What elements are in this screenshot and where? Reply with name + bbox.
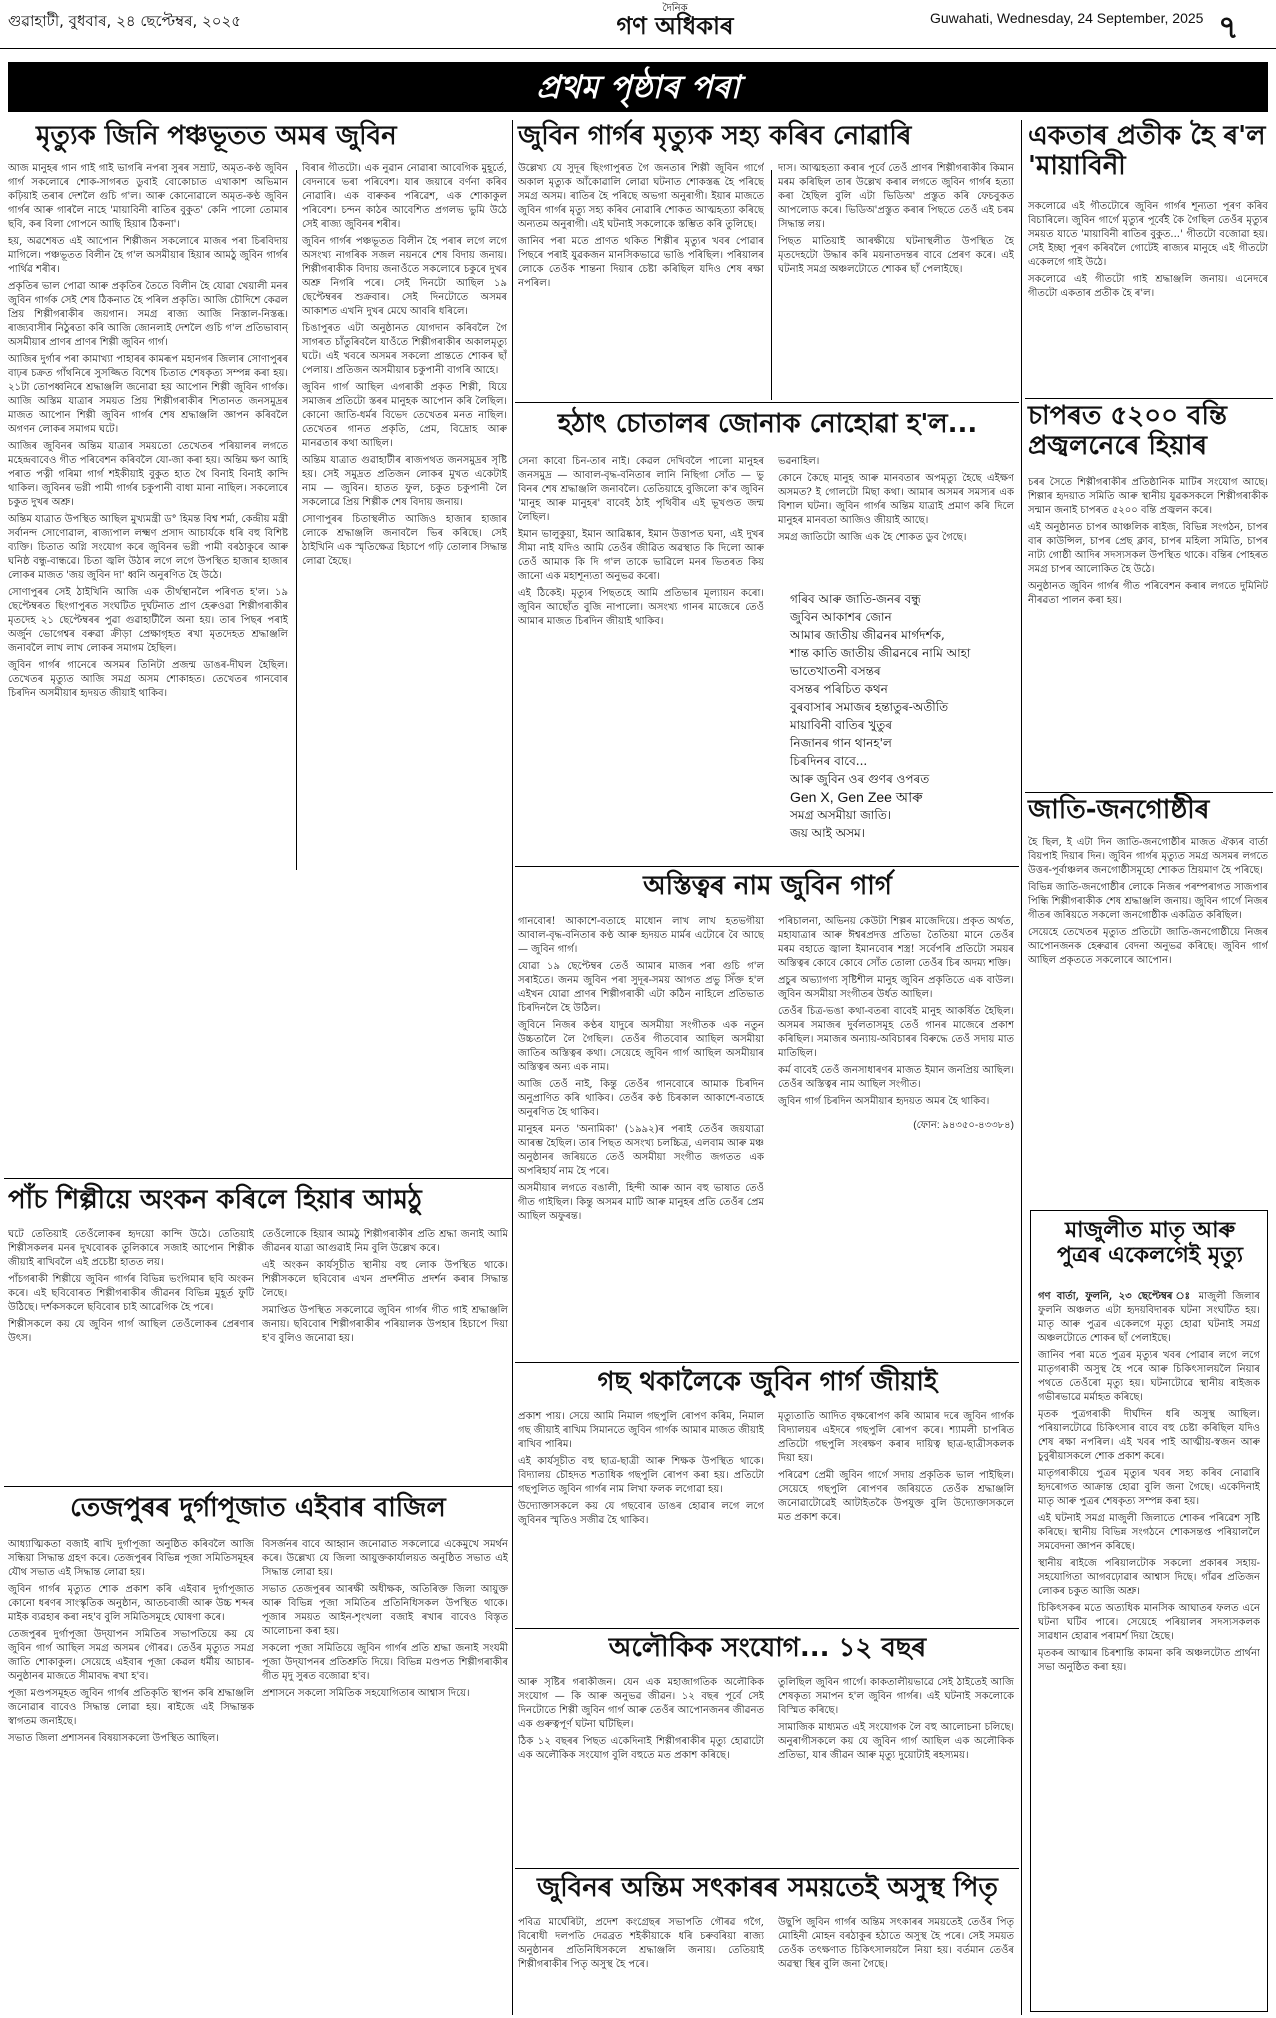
poem-line: বুৰবাসাৰ সমাজৰ হন্তাতুৰ-অতীতি	[790, 700, 949, 714]
poem-line: মায়াবিনী বাতিৰ খুতুৰ	[790, 718, 893, 732]
article-body-a2-cont: দাস। আত্মহত্যা কৰাৰ পূৰ্বে তেওঁ প্ৰাণৰ শিল্পীগৰাকীৰ কিমান মৰম কৰিছিল তাৰ উল্লেখ কৰাৰ লগতে জুবিন গাৰ্গৰ হত্যা কৰা হৈছিল বুলি এটা ভিডিঅ' প্ৰস্তুত কৰি ফেচবুকত আপলোড কৰে। ভিডিঅ'প্ৰস্তুত কৰাৰ পিছতে তেওঁ এই চৰম সিদ্ধান্ত লয়। পিছত মাতিয়াই আৰক্ষীয়ে ঘটনাস্থলীত উপস্থিত হৈ মৃতদেহটো উদ্ধাৰ কৰি ময়নাতদন্তৰ বাবে প্ৰেৰণ কৰে। এই ঘটনাই সমগ্ৰ অঞ্চলটোতে শোকৰ ছাঁ পেলাইছে।	[778, 163, 1014, 275]
divider	[515, 866, 1019, 867]
page-header	[0, 0, 1276, 49]
poem-line: জুবিন আকাশৰ জোন	[790, 610, 892, 624]
divider	[515, 402, 1019, 403]
article-body-a6: হৈ ছিল, ই এটা দিন জাতি-জনগোষ্ঠীৰ মাজত ঐক্যৰ বাৰ্তা বিয়পাই দিয়াৰ দিন। জুবিন গাৰ্গৰ মৃত্যুত সমগ্ৰ অসমৰ লগতে উত্তৰ-পূৰ্বাঞ্চলৰ জনগোষ্ঠীসমূহো শোকত ম্ৰিয়মাণ হৈ পৰিছে। বিভিন্ন জাতি-জনগোষ্ঠীৰ লোকে নিজৰ পৰম্পৰাগত সাজপাৰ পিন্ধি শিল্পীগৰাকীক শেষ শ্ৰদ্ধাঞ্জলি জনায়। জুবিন গাৰ্গে নিজৰ গীতৰ জৰিয়তে সকলো জনগোষ্ঠীক একত্ৰিত কৰিছিল। সেয়েহে তেখেতৰ মৃত্যুত প্ৰতিটো জাতি-জনগোষ্ঠীয়ে নিজৰ আপোনজনক হেৰুৱাৰ বেদনা অনুভৱ কৰিছে। জুবিন গাৰ্গ আছিল প্ৰকৃততে সকলোৰে আপোন।	[1028, 837, 1268, 966]
article-body-a3: সকলোৱে এই গীতটোৰে জুবিন গাৰ্গৰ শূন্যতা পূৰণ কৰিব বিচাৰিলে। জুবিন গাৰ্গে মৃত্যুৰ পূৰ্বেই কৈ গৈছিল তেওঁৰ মৃত্যুৰ সময়ত যাতে 'মায়াবিনী ৰাতিৰ বুকুত...' গীতটো বজোৱা হয়। সেই ইচ্ছা পূৰণ কৰিবলৈ গোটেই ৰাজ্যৰ মানুহে এই গীতটো একেলগে গাই উঠে। সকলোৱে এই গীতটো গাই শ্ৰদ্ধাঞ্জলি জনায়। এনেদৰে গীতটো একতাৰ প্ৰতীক হৈ ৰ'ল।	[1028, 201, 1268, 299]
poem-line: আৰু জুবিন ওৰ গুণৰ ওপৰত	[790, 772, 930, 786]
article-body-a11: আধ্যাত্মিকতা বজাই ৰাখি দুৰ্গাপূজা অনুষ্ঠিত কৰিবলৈ আজি সন্ধিয়া সিদ্ধান্ত গ্ৰহণ কৰে। তেজপুৰৰ বিভিন্ন পূজা সমিতিসমূহৰ যৌথ সভাত এই সিদ্ধান্ত লোৱা হয়। জুবিন গাৰ্গৰ মৃত্যুত শোক প্ৰকাশ কৰি এইবাৰ দুৰ্গাপূজাত কোনো ধৰণৰ সাংস্কৃতিক অনুষ্ঠান, আতচবাজী আৰু উচ্চ শব্দৰ মাইক ব্যৱহাৰ কৰা নহ'ব বুলি সমিতিসমূহে ঘোষণা কৰে। তেজপুৰৰ দুৰ্গাপূজা উদ্‌যাপন সমিতিৰ সভাপতিয়ে কয় যে জুবিন গাৰ্গ আছিল সমগ্ৰ অসমৰ গৌৰৱ। তেওঁৰ মৃত্যুত সমগ্ৰ জাতি শোকাকুল। সেয়েহে এইবাৰ পূজা কেৱল ধৰ্মীয় আচাৰ-অনুষ্ঠানৰ মাজতে সীমাবদ্ধ ৰখা হ'ব। পূজা মণ্ডপসমূহত জুবিন গাৰ্গৰ প্ৰতিকৃতি স্থাপন কৰি শ্ৰদ্ধাঞ্জলি জনোৱাৰ বাবেও সিদ্ধান্ত লোৱা হয়। ৰাইজে এই সিদ্ধান্তক স্বাগতম জনাইছে। সভাত জিলা প্ৰশাসনৰ বিষয়াসকলো উপস্থিত আছিল।	[8, 1539, 254, 1744]
headline-a11: তেজপুৰৰ দুৰ্গাপূজাত এইবাৰ বাজিল	[70, 1493, 446, 1523]
poem-line: শান্ত কাতি জাতীয় জীৱনৰে নামি আহা	[790, 646, 971, 660]
poem-line: আমাৰ জাতীয় জীৱনৰ মাৰ্গদৰ্শক,	[790, 628, 945, 642]
page-number: ৭	[1218, 9, 1239, 45]
headline-a7: অস্তিত্বৰ নাম জুবিন গাৰ্গ	[643, 871, 892, 901]
poem-line: বসন্তৰ পৰিচিত কথন	[790, 682, 888, 696]
column-rule	[771, 170, 772, 400]
article-body-a5: সেনা কাবো চিন-তাৰ নাই। কেৱল দেখিবলৈ পালো মানুহৰ জনসমুদ্ৰ — আবাল-বৃদ্ধ-বনিতাৰ লানি নিছিগা সোঁত — ভু বিনৰ শেষ শ্ৰদ্ধাঞ্জলি জনাবলৈ। তেতিয়াহে বুজিলো ক'ৰ জুবিন 'মানুহ আৰু মানুহৰ' বাবেই ঠাই পৃথিবীৰ এই ভূখণ্ডত জন্ম লৈছিল। ইমান ভালুকুয়া, ইমান আৱিষ্কাৰ, ইমান উত্তাপত ঘনা, এই দুখৰ সীমা নাই যদিও আমি তেওঁৰ জীৱিত অৱস্থাত কি দিলো আৰু তেওঁ আমাক কি দি গ'ল তাকে ভাৱিলে মনৰ ভিতৰত কিয় জানো এক মহাশূন্যতা অনুভৱ কৰো। এই ঠিকেই। মৃত্যুৰ পিছতহে আমি প্ৰতিভাৰ মূল্যায়ন কৰো। জুবিন আছোঁত বুজি নাপালো। অসংখ্য গানৰ মাজেৰে তেওঁ আমাৰ মাজত চিৰদিন জীয়াই থাকিব।	[518, 456, 764, 627]
headline-a1: মৃত্যুক জিনি পঞ্চভূতত অমৰ জুবিন	[36, 121, 397, 151]
headline-a10: গছ থকালৈকে জুবিন গাৰ্গ জীয়াই	[597, 1367, 938, 1397]
poem-line: ভাতেখাতনী বসন্তৰ	[790, 664, 881, 678]
column-rule	[296, 170, 297, 870]
article-body-a10-cont: মৃত্যুতাতি আদিত বৃক্ষৰোপণ কৰি আমাৰ দৰে জুবিন গাৰ্গক বিদ্যালয়ৰ এইদৰে গছপুলি ৰোপণ কৰে। শ্যামলী চাপৰিত প্ৰতিটো গছপুলি সংৰক্ষণ কৰাৰ দায়িত্ব ছাত্ৰ-ছাত্ৰীসকলক দিয়া হয়। পৰিৱেশ প্ৰেমী জুবিন গাৰ্গে সদায় প্ৰকৃতিক ভাল পাইছিল। সেয়েহে গছপুলি ৰোপণৰ জৰিয়তে তেওঁক শ্ৰদ্ধাঞ্জলি জনোৱাটোৱেই আটাইতকৈ উপযুক্ত বুলি উদ্যোক্তাসকলে মত প্ৰকাশ কৰে।	[778, 1411, 1014, 1523]
masthead-small: দৈনিক	[662, 3, 688, 14]
article-body-a5-cont: ভৱনাহিল। কোনে কৈছে মানুহ আৰু মানবতাৰ অপমৃত্যু হৈছে এইক্ষণ অসমত? ই গোলটো মিছা কথা। আমাৰ অসমৰ সমস্যৰ এক বিশাল ঘটনা। জুবিন গাৰ্গৰ অন্তিম যাত্ৰাই প্ৰমাণ কৰি দিলে মানুহৰ মানবতা আজিও জীয়াই আছে। সমগ্ৰ জাতিটো আজি এক হৈ শোকত ডুব গৈছে।	[778, 456, 1014, 543]
poem-line: Gen X, Gen Zee আৰু	[790, 789, 923, 805]
dateline-assamese: গুৱাহাটী, বুধবাৰ, ২৪ ছেপ্টেম্বৰ, ২০২৫	[8, 12, 242, 30]
section-banner: প্ৰথম পৃষ্ঠাৰ পৰা	[8, 62, 1268, 112]
poem-block	[790, 590, 1015, 840]
divider	[515, 1628, 1019, 1629]
article-body-a4: চৰৰ সৈতে শিল্পীগৰাকীৰ প্ৰতিষ্ঠানিক মাটিৰ সংযোগ আছে। শিল্পাৰ হৃদয়াত সমিতি আৰু স্থানীয় যুৱকসকলে শিল্পীগৰাকীক সন্মান জনাই চাপৰত ৫২০০ বন্তি প্ৰজ্বলন কৰে। এই অনুষ্ঠানত চাপৰ আঞ্চলিক ৰাইজ, বিভিন্ন সংগঠন, চাপৰ বাৰ কাউন্সিল, চাপৰ প্ৰেছ ক্লাব, চাপৰ মহিলা সমিতি, চাপৰ নাট্য গোষ্ঠী আদিৰ সদস্যসকল উপস্থিত থাকে। বন্তিৰ পোহৰত সমগ্ৰ চাপৰ আলোকিত হৈ উঠে। অনুষ্ঠানত জুবিন গাৰ্গৰ গীত পৰিবেশন কৰাৰ লগতে দুমিনিট নীৰৱতা পালন কৰা হয়।	[1028, 477, 1268, 606]
article-body-a2: উল্লেখ্য যে সুদূৰ ছিংগাপুৰত গৈ জনতাৰ শিল্পী জুবিন গাৰ্গে অকাল মৃত্যুক আঁকোৱালি লোৱা ঘটনাত শোকস্তব্ধ হৈ পৰিছে সমগ্ৰ অসম। ৰাতিৰ হৈ পৰিছে অভগা অনুৰাগী। ইয়াৰ মাজতে জুবিন গাৰ্গৰ মৃত্যু সহ্য কৰিব নোৱাৰি শোকত আত্মহত্যা কৰিছে অন্যতম অনুৰাগী। এই ঘটনাই সকলোকে স্তম্ভিত কৰি তুলিছে। জানিব পৰা মতে প্ৰাণত থকিত শিল্পীৰ মৃত্যুৰ খবৰ পোৱাৰ পিছৰে পৰাই যুৱকজন মানসিকভাৱে ভাঙি পৰিছিল। পৰিয়ালৰ লোকে তেওঁক শান্তনা দিয়াৰ চেষ্টা কৰিছিল যদিও শেষ ৰক্ষা নপৰিল।	[518, 163, 764, 289]
article-body-a8: গণ বাৰ্তা, ফুলনি, ২৩ ছেপ্টেম্বৰ ঃ মাজুলী জিলাৰ ফুলনি অঞ্চলত এটা হৃদয়বিদাৰক ঘটনা সংঘটিত হয়। মাতৃ আৰু পুত্ৰৰ একেলগে মৃত্যু হোৱা ঘটনাই সমগ্ৰ অঞ্চলটোতে শোকৰ ছাঁ পেলাইছে। জানিব পৰা মতে পুত্ৰৰ মৃত্যুৰ খবৰ পোৱাৰ লগে লগে মাতৃগৰাকী অসুস্থ হৈ পৰে আৰু চিকিৎসালয়লৈ নিয়াৰ পথতে তেওঁৰো মৃত্যু হয়। ঘটনাটোৱে স্থানীয় ৰাইজক গভীৰভাৱে মৰ্মাহত কৰিছে। মৃতক পুত্ৰগৰাকী দীৰ্ঘদিন ধৰি অসুস্থ আছিল। পৰিয়ালটোৱে চিকিৎসাৰ বাবে বহু চেষ্টা কৰিছিল যদিও শেষ ৰক্ষা নপৰিল। এই খবৰ পাই আত্মীয়-স্বজন আৰু চুবুৰীয়াসকলে শোক প্ৰকাশ কৰে। মাতৃগৰাকীয়ে পুত্ৰৰ মৃত্যুৰ খবৰ সহ্য কৰিব নোৱাৰি হৃদৰোগত আক্ৰান্ত হোৱা বুলি জনা গৈছে। একেদিনাই মাতৃ আৰু পুত্ৰৰ শেষকৃত্য সম্পন্ন কৰা হয়। এই ঘটনাই সমগ্ৰ মাজুলী জিলাতে শোকৰ পৰিৱেশ সৃষ্টি কৰিছে। স্থানীয় বিভিন্ন সংগঠনে শোকসন্তপ্ত পৰিয়াললৈ সমবেদনা জ্ঞাপন কৰিছে। স্থানীয় ৰাইজে পৰিয়ালটোক সকলো প্ৰকাৰৰ সহায়-সহযোগিতা আগবঢ়োৱাৰ আশ্বাস দিছে। গাঁৱৰ প্ৰতিজন লোকৰ চকুত আজি অশ্ৰু। চিকিৎসকৰ মতে অত্যধিক মানসিক আঘাতৰ ফলত এনে ঘটনা ঘটিব পাৰে। সেয়েহে পৰিয়ালৰ সদস্যসকলক সাৱধান হোৱাৰ পৰামৰ্শ দিয়া হৈছে। মৃতকৰ আত্মাৰ চিৰশান্তি কামনা কৰি অঞ্চলটোত প্ৰাৰ্থনা সভা অনুষ্ঠিত কৰা হয়।	[1038, 1291, 1260, 1673]
phone-credit: (ফোন: ৯৪৩৫০-৪৩৩৮৪)	[913, 1120, 1014, 1131]
dateline-english: Guwahati, Wednesday, 24 September, 2025	[930, 10, 1204, 26]
poem-line: সমগ্ৰ অসমীয়া জাতি।	[790, 808, 892, 822]
article-body-a7-cont: পৰিচালনা, অভিনয় কেউটা শিল্পৰ মাজেদিয়ে। প্ৰকৃত অৰ্থত, মহাযাত্ৰাৰ আৰু ঈশ্বৰপ্ৰদত্ত প্ৰতিভা তৈতিয়া মানে তেওঁৰ মৰম বহাতে জ্বালা ইমানবোৰ শস্ত্ৰ! সৰ্বেপৰি প্ৰতিটো সময়ৰ অস্তিত্বৰ কোবে কোবে সোঁত তোলা তেওঁৰ চিৰ অদম্য শক্তি। প্ৰচুৰ অভ্যাগণ্য সৃষ্টিশীল মানুহ জুবিন প্ৰকৃতিতে এক বাউল। জুবিন অসমীয়া সংগীতৰ উৰ্ধত আছিল। তেওঁৰ চিত্ৰ-ভঙা কথা-বতৰা বাবেই মানুহ আকৰ্ষিত হৈছিল। অসমৰ সমাজৰ দুৰ্বলতাসমূহ তেওঁ গানৰ মাজেৰে প্ৰকাশ কৰিছিল। সমাজৰ অন্যায়-অবিচাৰৰ বিৰুদ্ধে তেওঁ সদায় মাত মাতিছিল। কৰ্ম বাবেই তেওঁ জনসাধাৰণৰ মাজত ইমান জনপ্ৰিয় আছিল। তেওঁৰ অস্তিত্বৰ নাম আছিল সংগীত। জুবিন গাৰ্গ চিৰদিন অসমীয়াৰ হৃদয়ত অমৰ হৈ থাকিব। (ফোন: ৯৪৩৫০-৪৩৩৮৪)	[778, 916, 1014, 1131]
poem-line: গৰিব আৰু জাতি-জনৰ বন্ধু	[790, 592, 921, 606]
divider	[1025, 792, 1273, 793]
poem-line: জয় আই অসম।	[790, 826, 865, 840]
article-body-a1: আজ মানুহৰ গান গাই গাই ভাগৰি নপৰা সুৰৰ সম্ৰাট, অমৃত-কণ্ঠ জুবিন গাৰ্গ সকলোৰে শোক-সাগৰত ডুবাই বোকোচাত এখাকাশ অভিমান কঢ়িয়াই তৰাৰ দেশলৈ গুচি গ'ল। আৰু কোনোৱালে অমৃত-কণ্ঠ জুবিন গাৰ্গৰ আৰু গাৰলৈ নাহে 'মায়াবিনী ৰাতিৰ বুকুত' কেনি পালো তোমাৰ ছবি, কৰ বিলা গোপনে আছি হিয়াৰ ঠিকনা'। হয়, অৱশেষত এই আপোন শিল্পীজন সকলোৰে মাজৰ পৰা চিৰবিদায় মাগিলে। পঞ্চভূতত বিলীন হৈ গ'ল অসমীয়াৰ হিয়াৰ আমঠু জুবিন গাৰ্গৰ পাৰ্থিৱ শৰীৰ। প্ৰকৃতিৰ ভাল পোৱা আৰু প্ৰকৃতিৰ তৈতে বিলীন হৈ যোৱা খেয়ালী মনৰ জুবিন গাৰ্গক সেই শেষ ঠিকনাত হৈ পৰিল প্ৰকৃতি। আজি চৌদিশে কেৱল প্ৰিয় শিল্পীগৰাকীৰ জয়গান। সমগ্ৰ ৰাজ্য আজি নিস্তাল-নিস্তব্ধ। ৰাজ্যবাসীৰ নিঠুৰতা কৰি আজি জোনলাই দেশলৈ গুচি গ'ল প্ৰতিভাবান্‌ অসমীয়াৰ প্ৰাণৰ প্ৰাণৰ শিল্পী জুবিন গাৰ্গ। আজিৰ দুৰ্গাৰ পৰা কামাখ্যা পাহাৰৰ কামৰূপ মহানগৰ জিলাৰ সোণাপুৰৰ বাঢ়ৰ চক্ৰত গাঁথনিৰে সুসজ্জিত বিশেষ চিতাত শেষকৃত্য সম্পন্ন কৰা হয়। ২১টা তোপধ্বনিৰে শ্ৰদ্ধাঞ্জলি জনোৱা হয় আপোন শিল্পী জুবিন গাৰ্গক। আজি অস্তিম যাত্ৰাৰ সময়ত প্ৰিয় শিল্পীগৰাকীৰ শিতানত জনসমুদ্ৰৰ মাজত আপোন শিল্পী জুবিন গাৰ্গৰ শেষ শ্ৰদ্ধাঞ্জলি জ্ঞাপন কৰিবলৈ অগণন লোকৰ সমাগম ঘটে। আজিৰ জুবিনৰ অন্তিম যাত্ৰাৰ সময়তো তেখেতৰ পৰিয়ালৰ লগতে মহেন্দ্ৰবাবেও গীত পৰিবেশন কৰিবলৈ যো-জা কৰা হয়। অন্তিম ক্ষণ আহি পৰাত পত্নী গৰিমা গাৰ্গ শইকীয়াই বুকুত হাত থৈ বিনাই বিনাই কান্দি থাকিল। জুবিনৰ ভগ্নী পামী গাৰ্গৰ চকুপানী বাধা মানা নাছিল। সকলোৰে চকুত দুখৰ অশ্ৰু। অন্তিম যাত্ৰাত উপস্থিত আছিল মুখ্যমন্ত্ৰী ড° হিমন্ত বিশ্ব শৰ্মা, কেন্দ্ৰীয় মন্ত্ৰী সৰ্বানন্দ সোণোৱাল, ৰাজ্যপাল লক্ষ্মণ প্ৰসাদ আচাৰ্যকে ধৰি বহু বিশিষ্ট ব্যক্তি। চিতাত অগ্নি সংযোগ কৰে জুবিনৰ ভগ্নী পামী বৰঠাকুৰে আৰু ঘনিষ্ঠ বন্ধু-বান্ধৱে। চিতা জ্বলি উঠাৰ লগে লগে উপস্থিত হাজাৰ হাজাৰ লোকৰ মাজত 'জয় জুবিন দা' ধ্বনি অনুৰণিত হৈ উঠে। সোণাপুৰৰ সেই ঠাইখিনি আজি এক তীৰ্থস্থানলৈ পৰিণত হ'ল। ১৯ ছেপ্টেম্বৰত ছিংগাপুৰত সংঘটিত দুৰ্ঘটনাত প্ৰাণ হেৰুওৱা শিল্পীগৰাকীৰ মৃতদেহ ২১ ছেপ্টেম্বৰৰ পুৱা গুৱাহাটীলৈ অনা হয়। তাৰ পিছৰ পৰাই অৰ্জুন ভোগেশ্বৰ বৰুৱা ক্ৰীড়া প্ৰেক্ষাগৃহত ৰখা মৃতদেহত শ্ৰদ্ধাঞ্জলি জনাবলৈ লাখ লাখ লোকৰ সমাগম হৈছিল। জুবিন গাৰ্গৰ গানেৰে অসমৰ তিনিটা প্ৰজন্ম ডাঙৰ-দীঘল হৈছিল। তেখেতৰ মৃত্যুত আজি সমগ্ৰ অসম শোকাহত। তেখেতৰ গানবোৰ চিৰদিন অসমীয়াৰ হৃদয়ত জীয়াই থাকিব।	[8, 163, 288, 699]
masthead	[565, 4, 785, 40]
dateline-a8: গণ বাৰ্তা, ফুলনি, ২৩ ছেপ্টেম্বৰ ঃ	[1038, 1291, 1193, 1302]
headline-a8: মাজুলীত মাতৃ আৰু পুত্ৰৰ একেলগেই মৃত্যু	[1057, 1218, 1243, 1269]
article-body-a12-cont: তুলিছিল জুবিন গাৰ্গে। কাকতালীয়ভাৱে সেই ঠাইতেই আজি শেষকৃত্য সমাপন হ'ল জুবিন গাৰ্গৰ। এই ঘটনাই সকলোকে বিস্মিত কৰিছে। সামাজিক মাধ্যমত এই সংযোগক লৈ বহু আলোচনা চলিছে। অনুৰাগীসকলে কয় যে জুবিন গাৰ্গ আছিল এক অলৌকিক প্ৰতিভা, যাৰ জীৱন আৰু মৃত্যু দুয়োটাই ৰহস্যময়।	[778, 1677, 1014, 1761]
masthead-title: গণ অধিকাৰ	[616, 12, 734, 40]
poem-line: চিৰদিনৰ বাবে...	[790, 754, 868, 768]
article-body-a1-cont: বিৰাৰ গীতটো। এক নুৱান নোৱাৰা আবেগিক মুহূৰ্তে, বেদনাৰে ভৰা পৰিবেশ। যাৰ জয়াৰে বৰ্ণনা কৰিব নোৱাৰি। এক বাৰুকৰ পৰিৱেশ, এক শোকাকুল পৰিবেশ। চন্দন কাঠৰ আবেশিত প্ৰগলভ ভুমি উঠে সেই ৰাজ্য জুবিনৰ শৰীৰ। জুবিন গাৰ্গৰ পঞ্চভূতত বিলীন হৈ পৰাৰ লগে লগে অসংখ্য নাগৰিক সজল নয়নৰে শেষ বিদায় জনায়। শিল্পীগৰাকীক বিদায় জনাওঁতে সকলোৰে চকুৰে দুখৰ অশ্ৰু নিগৰি পৰে। সেই দিনটো আছিল ১৯ ছেপ্টেম্বৰৰ শুক্ৰবাৰ। সেই দিনটোতে অসমৰ আকাশত এখনি দুখৰ মেঘে আবৰি ধৰিলে। চিঙাপুৰত এটা অনুষ্ঠানত যোগদান কৰিবলৈ গৈ সাগৰত চাঁতুৰিবলৈ যাওঁতে শিল্পীগৰাকীৰ অকালমৃত্যু ঘটে। এই খবৰে অসমৰ সকলো প্ৰান্ততে শোকৰ ছাঁ পেলায়। প্ৰতিজন অসমীয়াৰ চকুপানী বাগৰি আহে। জুবিন গাৰ্গ আছিল এগৰাকী প্ৰকৃত শিল্পী, যিয়ে সমাজৰ প্ৰতিটো স্তৰৰ মানুহক আপোন কৰি লৈছিল। কোনো জাতি-ধৰ্মৰ বিভেদ তেখেতৰ মনত নাছিল। তেখেতৰ গানত প্ৰকৃতি, প্ৰেম, বিদ্ৰোহ আৰু মানৱতাৰ কথা আছিল। অন্তিম যাত্ৰাত গুৱাহাটীৰ ৰাজপথত জনসমুদ্ৰৰ সৃষ্টি হয়। সেই সমুদ্ৰত প্ৰতিজন লোকৰ মুখত একেটাই নাম — জুবিন। হাতত ফুল, চকুত চকুপানী লৈ সকলোৱে প্ৰিয় শিল্পীক শেষ বিদায় জনায়। সোণাপুৰৰ চিতাস্থলীত আজিও হাজাৰ হাজাৰ লোকে শ্ৰদ্ধাঞ্জলি জনাবলৈ ভিৰ কৰিছে। সেই ঠাইখিনি এক স্মৃতিক্ষেত্ৰ হিচাপে গঢ়ি তোলাৰ সিদ্ধান্ত লোৱা হৈছে।	[302, 163, 507, 567]
headline-a4: চাপৰত ৫২০০ বন্তি প্ৰজ্বলনেৰে হিয়াৰ	[1028, 401, 1227, 461]
headline-a6: জাতি-জনগোষ্ঠীৰ	[1028, 795, 1210, 825]
divider	[515, 1362, 1019, 1363]
headline-a2: জুবিন গাৰ্গৰ মৃত্যুক সহ্য কৰিব নোৱাৰি	[518, 121, 912, 151]
article-body-a13-cont: উছুপি জুবিন গাৰ্গৰ অন্তিম সৎকাৰৰ সময়তেই তেওঁৰ পিতৃ মোহিনী মোহন বৰঠাকুৰ হঠাতে অসুস্থ হৈ পৰে। সেই সময়ত তেওঁক তৎক্ষণাত চিকিৎসালয়লৈ নিয়া হয়। বৰ্তমান তেওঁৰ অৱস্থা স্থিৰ বুলি জনা গৈছে।	[778, 1917, 1014, 1970]
headline-a3: একতাৰ প্ৰতীক হৈ ৰ'ল 'মায়াবিনী	[1028, 121, 1266, 181]
headline-a9: পাঁচ শিল্পীয়ে অংকন কৰিলে হিয়াৰ আমঠু	[8, 1185, 422, 1215]
headline-a13: জুবিনৰ অন্তিম সৎকাৰৰ সময়তেই অসুস্থ পিতৃ	[537, 1873, 998, 1903]
article-body-a13: পবিত্ৰ মাৰ্ঘেৰিটা, প্ৰদেশ কংগ্ৰেছৰ সভাপতি গৌৰৱ গগৈ, বিৰোধী দলপতি দেৱব্ৰত শইকীয়াকে ধৰি চৰুবৰিয়া ৰাজ্য অনুষ্ঠানৰ প্ৰতিনিধিসকলে শ্ৰদ্ধাঞ্জলি জনায়। তেতিয়াই শিল্পীগৰাকীৰ পিতৃ অসুস্থ হৈ পৰে।	[518, 1917, 764, 1970]
article-body-a10: প্ৰকাশ পায়। সেয়ে আমি নিমাল গছপুলি ৰোপণ কৰিম, নিমাল গছ জীয়াই ৰাখিম সিমানতে জুবিন গাৰ্গক আমাৰ মাজত জীয়াই ৰাখিব পাৰিম। এই কাৰ্যসূচীত বহু ছাত্ৰ-ছাত্ৰী আৰু শিক্ষক উপস্থিত থাকে। বিদ্যালয় চৌহদত শতাধিক গছপুলি ৰোপণ কৰা হয়। প্ৰতিটো গছপুলিত জুবিন গাৰ্গৰ নাম লিখা ফলক লগোৱা হয়। উদ্যোক্তাসকলে কয় যে গছবোৰ ডাঙৰ হোৱাৰ লগে লগে জুবিনৰ স্মৃতিও সজীৱ হৈ থাকিব।	[518, 1411, 764, 1526]
divider	[4, 1178, 512, 1179]
poem-line: নিজানৰ গান থানহ'ল	[790, 736, 892, 750]
divider	[1025, 398, 1273, 399]
headline-a12: অলৌকিক সংযোগ... ১২ বছৰ	[608, 1633, 927, 1663]
column-rule	[1021, 120, 1022, 2015]
headline-a5: হঠাৎ চোতালৰ জোনাক নোহোৱা হ'ল...	[557, 409, 978, 439]
article-body-a9: ঘটে তেতিয়াই তেওঁলোকৰ হৃদয়ো কান্দি উঠে। তেতিয়াই শিল্পীসকলৰ মনৰ দুখবোৰক তুলিকাৰে সজাই আপোন শিল্পীক জীয়াই ৰাখিবলৈ এই প্ৰচেষ্টা হাতত লয়। পাঁচগৰাকী শিল্পীয়ে জুবিন গাৰ্গৰ বিভিন্ন ভংগিমাৰ ছবি অংকন কৰে। এই ছবিবোৰত শিল্পীগৰাকীৰ জীৱনৰ বিভিন্ন মুহূৰ্ত ফুটি উঠিছে। দৰ্শকসকলে ছবিবোৰ চাই আৱেগিক হৈ পৰে। শিল্পীসকলে কয় যে জুবিন গাৰ্গ আছিল তেওঁলোকৰ প্ৰেৰণাৰ উৎস।	[8, 1229, 254, 1344]
article-body-a12: আৰু সৃষ্টিৰ গৰাকীজন। যেন এক মহাজাগতিক অলৌকিক সংযোগ — কি আৰু অনুভৱ জীৱন। ১২ বছৰ পূৰ্বে সেই দিনটোতে শিল্পী জুবিন গাৰ্গ আৰু তেওঁৰ আপোনজনৰ জীৱনত এক গুৰুত্বপূৰ্ণ ঘটনা ঘটিছিল। ঠিক ১২ বছৰৰ পিছত একেদিনাই শিল্পীগৰাকীৰ মৃত্যু হোৱাটো এক অলৌকিক সংযোগ বুলি বহুতে মত প্ৰকাশ কৰিছে।	[518, 1677, 764, 1761]
divider	[515, 1868, 1019, 1869]
divider	[4, 1486, 512, 1487]
column-rule	[512, 120, 513, 2015]
article-body-a7: গানবোৰ! আকাশে-বতাহে মাধোন লাখ লাখ হতভগীয়া আবাল-বৃদ্ধ-বনিতাৰ কণ্ঠ আৰু হৃদয়ত মাৰ্মৰ এটোৰে বৈ আছে — জুবিন গাৰ্গ। যোৱা ১৯ ছেপ্টেম্বৰ তেওঁ আমাৰ মাজৰ পৰা গুচি গ'ল সৰাইতে। জনম জুবিন পৰা সুদূৰ-সময় আগত প্ৰভু সিঁক্ত হ'ল এইখন যোৱা প্ৰাণৰ শিল্পীগৰাকী এটা কঠিন নাহিলে প্ৰতিভাত চিৰদিনলৈ হৈ উঠিল। জুবিনে নিজৰ কণ্ঠৰ যাদুৰে অসমীয়া সংগীতক এক নতুন উচ্চতালৈ লৈ গৈছিল। তেওঁৰ গীতবোৰ আছিল অসমীয়া জাতিৰ অস্তিত্বৰ কথা। সেয়েহে জুবিন গাৰ্গ আছিল অসমীয়াৰ অস্তিত্বৰ অন্য এক নাম। আজি তেওঁ নাই, কিন্তু তেওঁৰ গানবোৰে আমাক চিৰদিন অনুপ্ৰাণিত কৰি থাকিব। তেওঁৰ কণ্ঠ চিৰকাল আকাশে-বতাহে অনুৰণিত হৈ থাকিব। মানুহৰ মনত 'অনামিকা' (১৯৯২)ৰ পৰাই তেওঁৰ জয়যাত্ৰা আৰম্ভ হৈছিল। তাৰ পিছত অসংখ্য চলচ্চিত্ৰ, এলবাম আৰু মঞ্চ অনুষ্ঠানৰ জৰিয়তে তেওঁ অসমীয়া সংগীত জগতত এক অপৰিহাৰ্য নাম হৈ পৰে। অসমীয়াৰ লগতে বঙালী, হিন্দী আৰু আন বহু ভাষাত তেওঁ গীত গাইছিল। কিন্তু অসমৰ মাটি আৰু মানুহৰ প্ৰতি তেওঁৰ প্ৰেম আছিল অফুৰন্ত।	[518, 916, 764, 1222]
article-body-a9-cont: তেওঁলোকে হিয়াৰ আমঠু শিল্পীগৰাকীৰ প্ৰতি শ্ৰদ্ধা জনাই আমি জীৱনৰ যাত্ৰা আগুৱাই নিম বুলি উল্লেখ কৰে। এই অংকন কাৰ্যসূচীত স্থানীয় বহু লোক উপস্থিত থাকে। শিল্পীসকলে ছবিবোৰ এখন প্ৰদৰ্শনীত প্ৰদৰ্শন কৰাৰ সিদ্ধান্ত লৈছে। সমাপ্তিত উপস্থিত সকলোৱে জুবিন গাৰ্গৰ গীত গাই শ্ৰদ্ধাঞ্জলি জনায়। ছবিবোৰ শিল্পীগৰাকীৰ পৰিয়ালক উপহাৰ হিচাপে দিয়া হ'ব বুলিও জনোৱা হয়।	[262, 1229, 508, 1344]
article-body-a11-cont: বিসৰ্জনৰ বাবে আহ্বান জনোৱাত সকলোৱে একেমুখে সমৰ্থন কৰে। উল্লেখ্য যে জিলা আয়ুক্তকাৰ্যালয়ত অনুষ্ঠিত সভাত এই সিদ্ধান্ত লোৱা হয়। সভাত তেজপুৰৰ আৰক্ষী অধীক্ষক, অতিৰিক্ত জিলা আয়ুক্ত আৰু বিভিন্ন পূজা সমিতিৰ প্ৰতিনিধিসকল উপস্থিত থাকে। পূজাৰ সময়ত আইন-শৃংখলা বজাই ৰখাৰ বাবেও বিস্তৃত আলোচনা কৰা হয়। সকলো পূজা সমিতিয়ে জুবিন গাৰ্গৰ প্ৰতি শ্ৰদ্ধা জনাই সংযমী পূজা উদ্‌যাপনৰ প্ৰতিশ্ৰুতি দিয়ে। বিভিন্ন মণ্ডপত শিল্পীগৰাকীৰ গীত মৃদু সুৰত বজোৱা হ'ব। প্ৰশাসনে সকলো সমিতিক সহযোগিতাৰ আশ্বাস দিয়ে।	[262, 1539, 508, 1699]
